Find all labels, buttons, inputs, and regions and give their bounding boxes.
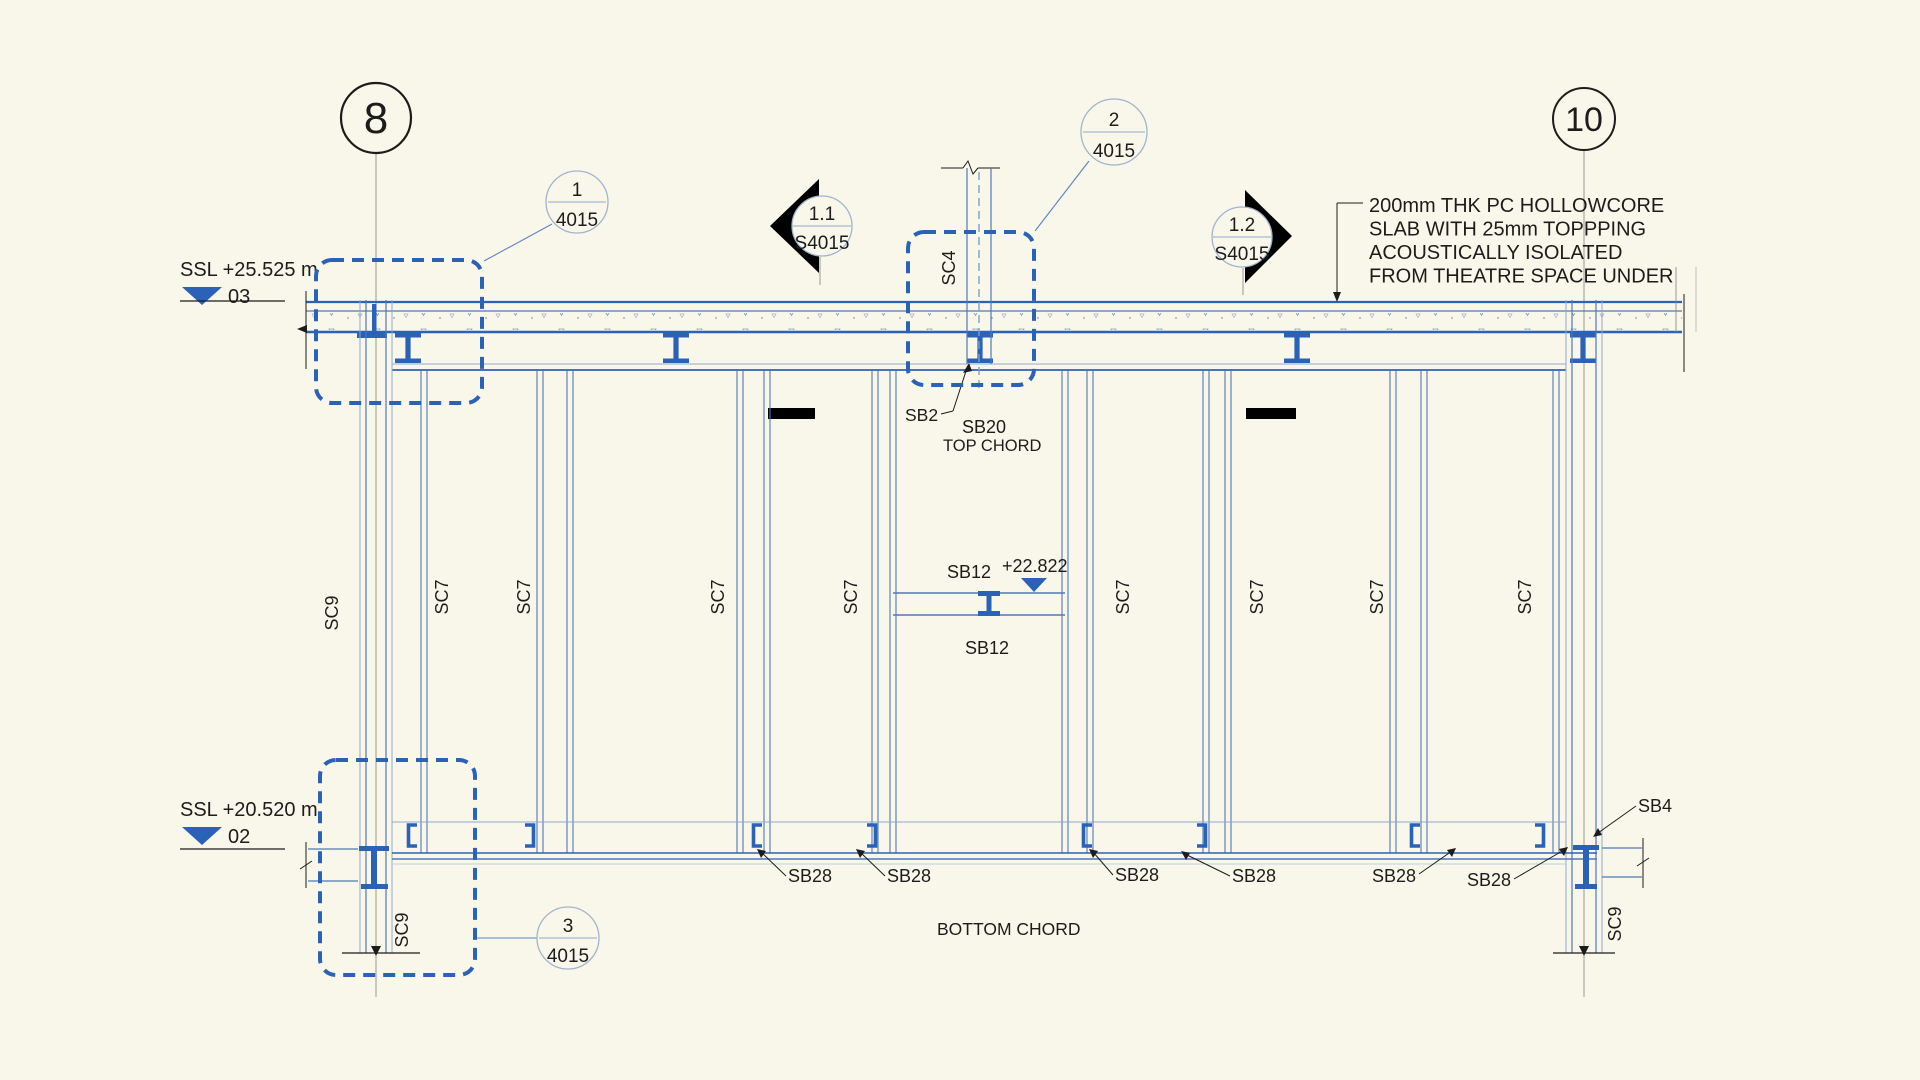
break-mark-icon: [963, 161, 978, 174]
sc7-label: SC7: [432, 579, 452, 615]
channel-connector-icon: [409, 825, 418, 846]
sb12-label-above: SB12: [947, 562, 992, 582]
leader-arrow-icon: [1593, 828, 1602, 837]
level-triangle-icon: [182, 287, 222, 305]
channel-connector-icon: [1412, 825, 1421, 846]
sc7-label: SC7: [708, 579, 728, 615]
detail-callout-3[interactable]: [320, 760, 599, 975]
leader-arrow-icon: [1559, 847, 1568, 856]
grid-arrow-icon: [1579, 946, 1589, 956]
leader-arrow-icon: [1333, 292, 1341, 302]
steel-beam-section-icon: [1570, 333, 1596, 363]
sb2-callout: [905, 363, 1041, 455]
sb28-label: SB28: [788, 866, 833, 886]
slab-edge-arrow-icon: [297, 325, 307, 333]
steel-beam-section-icon: [663, 333, 689, 363]
callout-sheet-number: 4015: [546, 946, 590, 967]
steel-beam-section-icon: [1284, 333, 1310, 363]
grid-bubble-8-label: 8: [363, 94, 389, 143]
bottom-chord-caption: BOTTOM CHORD: [937, 919, 1081, 939]
steel-beam-section-icon: [967, 333, 993, 363]
sc9-label: SC9: [322, 595, 342, 631]
slab-note: [1333, 195, 1673, 302]
note-line: SLAB WITH 25mm TOPPPING: [1369, 218, 1647, 241]
level-triangle-icon: [182, 827, 222, 845]
sb12-beam: [893, 556, 1068, 658]
sc9-label: SC9: [1605, 906, 1625, 942]
section-detail-number: 1.1: [808, 204, 836, 225]
grid-bubble-10-label: 10: [1565, 101, 1603, 139]
grid8-column-sc9: [322, 300, 392, 953]
acoustic-block: [1246, 408, 1296, 419]
section-marker-1-1[interactable]: [770, 179, 852, 285]
sb28-label: SB28: [1372, 866, 1417, 886]
note-line: ACOUSTICALLY ISOLATED: [1369, 242, 1623, 264]
callout-sheet-number: 4015: [1092, 141, 1136, 162]
channel-connector-icon: [1197, 825, 1206, 846]
sb2-label: SB2: [905, 405, 939, 425]
sb12-label-below: SB12: [965, 638, 1010, 658]
sb28-label: SB28: [1115, 865, 1160, 885]
channel-connector-icon: [754, 825, 763, 846]
grid-arrow-icon: [371, 946, 381, 956]
sc9-label: SC9: [392, 912, 412, 948]
column-cap-plate: [357, 333, 387, 338]
sc7-label: SC7: [841, 579, 861, 615]
upper-level-label: SSL +25.525 m: [180, 259, 318, 281]
callout-detail-number: 2: [1108, 110, 1120, 131]
steel-column-section-icon: [1575, 884, 1597, 889]
sb28-label: SB28: [887, 866, 932, 886]
top-chord-caption: TOP CHORD: [943, 437, 1042, 455]
note-line: 200mm THK PC HOLLOWCORE: [1369, 195, 1665, 217]
steel-beam-section-icon: [395, 333, 421, 363]
sb28-label: SB28: [1467, 870, 1512, 890]
upper-level-marker: [180, 259, 318, 308]
channel-connector-icon: [867, 825, 876, 846]
sc7-label: SC7: [1367, 579, 1387, 615]
concrete-speckle-band: [306, 313, 1682, 330]
callout-sheet-number: 4015: [555, 210, 599, 231]
channel-connector-icon: [1084, 825, 1093, 846]
channel-connector-icon: [525, 825, 534, 846]
sc7-label: SC7: [1113, 579, 1133, 615]
detail-callout-2[interactable]: [908, 99, 1147, 385]
lower-level-marker: [180, 799, 318, 849]
callout-detail-number: 3: [562, 916, 574, 937]
steel-column-section-icon: [361, 884, 388, 889]
lower-level-tag: 02: [228, 826, 251, 848]
section-sheet-number: S4015: [1214, 244, 1270, 265]
upper-level-tag: 03: [228, 286, 251, 308]
sb28-label: SB28: [1232, 866, 1277, 886]
section-marker-1-2[interactable]: [1212, 190, 1292, 295]
channel-connector-icon: [1535, 825, 1544, 846]
callout-detail-number: 1: [571, 180, 583, 201]
sc7-label: SC7: [514, 579, 534, 615]
lower-level-label: SSL +20.520 m: [180, 799, 318, 821]
section-detail-number: 1.2: [1228, 215, 1256, 236]
acoustic-block: [768, 408, 815, 419]
steel-beam-section-icon: [978, 611, 1000, 616]
sc4-label: SC4: [939, 250, 959, 286]
grid10-base-connection: [1553, 796, 1672, 956]
spot-elevation-value: +22.822: [1002, 556, 1068, 576]
sc4-column: [939, 161, 1000, 388]
sc7-label: SC7: [1515, 579, 1535, 615]
section-sheet-number: S4015: [794, 233, 850, 254]
spot-elevation-triangle-icon: [1021, 578, 1047, 592]
sb4-label: SB4: [1638, 796, 1673, 816]
sb20-label: SB20: [962, 417, 1007, 437]
note-line: FROM THEATRE SPACE UNDER: [1369, 265, 1674, 288]
sc7-label: SC7: [1247, 579, 1267, 615]
